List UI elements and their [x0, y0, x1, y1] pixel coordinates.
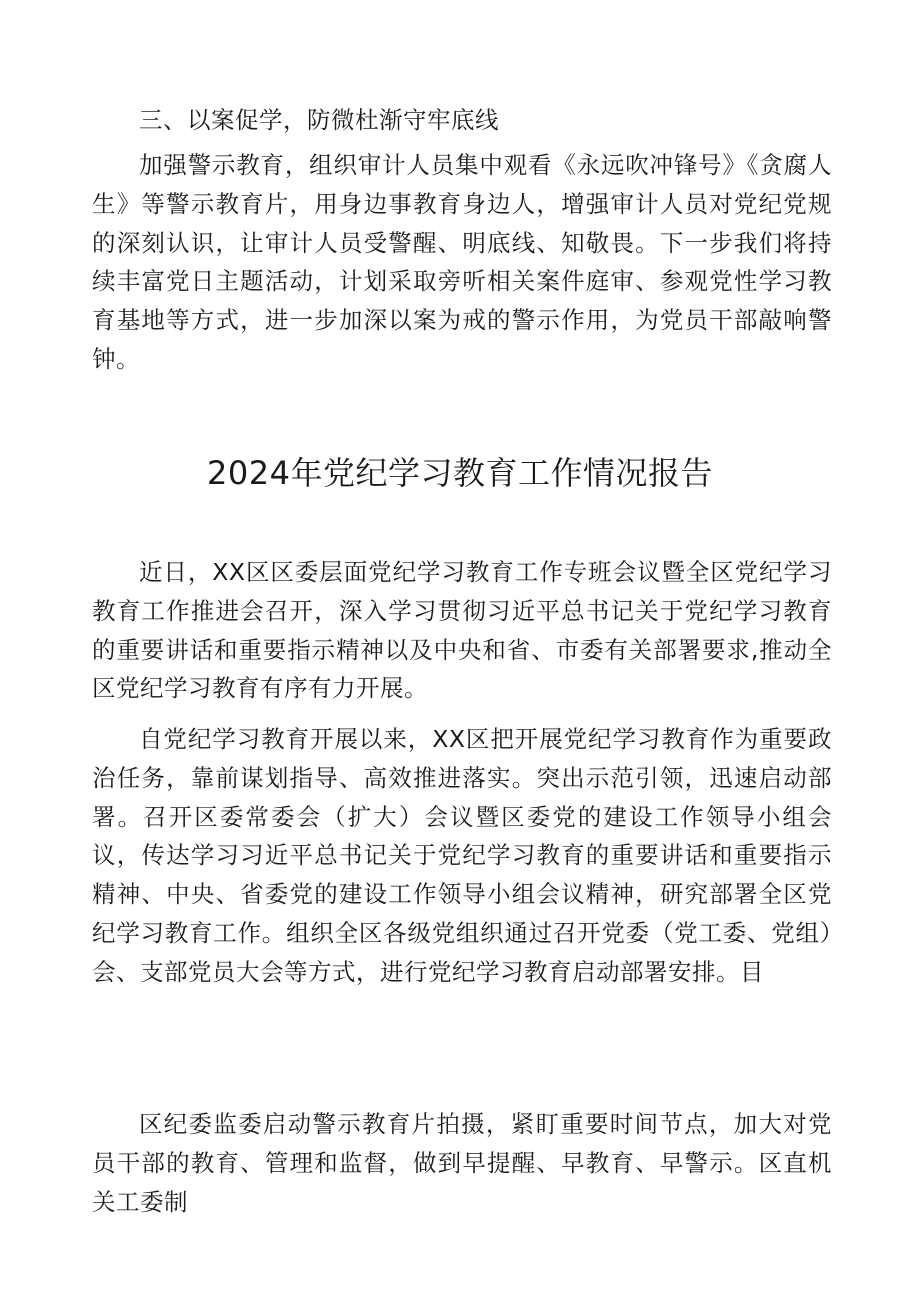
- document-title: 2024年党纪学习教育工作情况报告: [207, 454, 713, 492]
- paragraph-deployment: 自党纪学习教育开展以来，XX区把开展党纪学习教育作为重要政治任务，靠前谋划指导、高效推进落实。突出示范引领，迅速启动部署。召开区委常委会（扩大）会议暨区委党的建设工作领导小组会议，传达学习习近平总书记关于党纪学习教育的重要讲话和重要指示精神、中央、省委党的建设工作领导小组会议精神，研究部署全区党纪学习教育工作。组织全区各级党组织通过召开党委（党工委、党组）会、支部党员大会等方式，进行党纪学习教育启动部署安排。目: [92, 725, 832, 986]
- paragraph-discipline-commission: 区纪委监委启动警示教育片拍摄，紧盯重要时间节点，加大对党员干部的教育、管理和监督，做到早提醒、早教育、早警示。区直机关工委制: [92, 1110, 832, 1216]
- paragraph-warning-education: 加强警示教育，组织审计人员集中观看《永远吹冲锋号》《贪腐人生》等警示教育片，用身边事教育身边人，增强审计人员对党纪党规的深刻认识，让审计人员受警醒、明底线、知敬畏。下一步我们将持续丰富党日主题活动，计划采取旁听相关案件庭审、参观党性学习教育基地等方式，进一步加深以案为戒的警示作用，为党员干部敲响警钟。: [92, 151, 832, 373]
- section-heading: 三、以案促学，防微杜渐守牢底线: [139, 106, 499, 134]
- paragraph-meeting-intro: 近日，XX区区委层面党纪学习教育工作专班会议暨全区党纪学习教育工作推进会召开，深入学习贯彻习近平总书记关于党纪学习教育的重要讲话和重要指示精神以及中央和省、市委有关部署要求,推动全区党纪学习教育有序有力开展。: [92, 558, 832, 703]
